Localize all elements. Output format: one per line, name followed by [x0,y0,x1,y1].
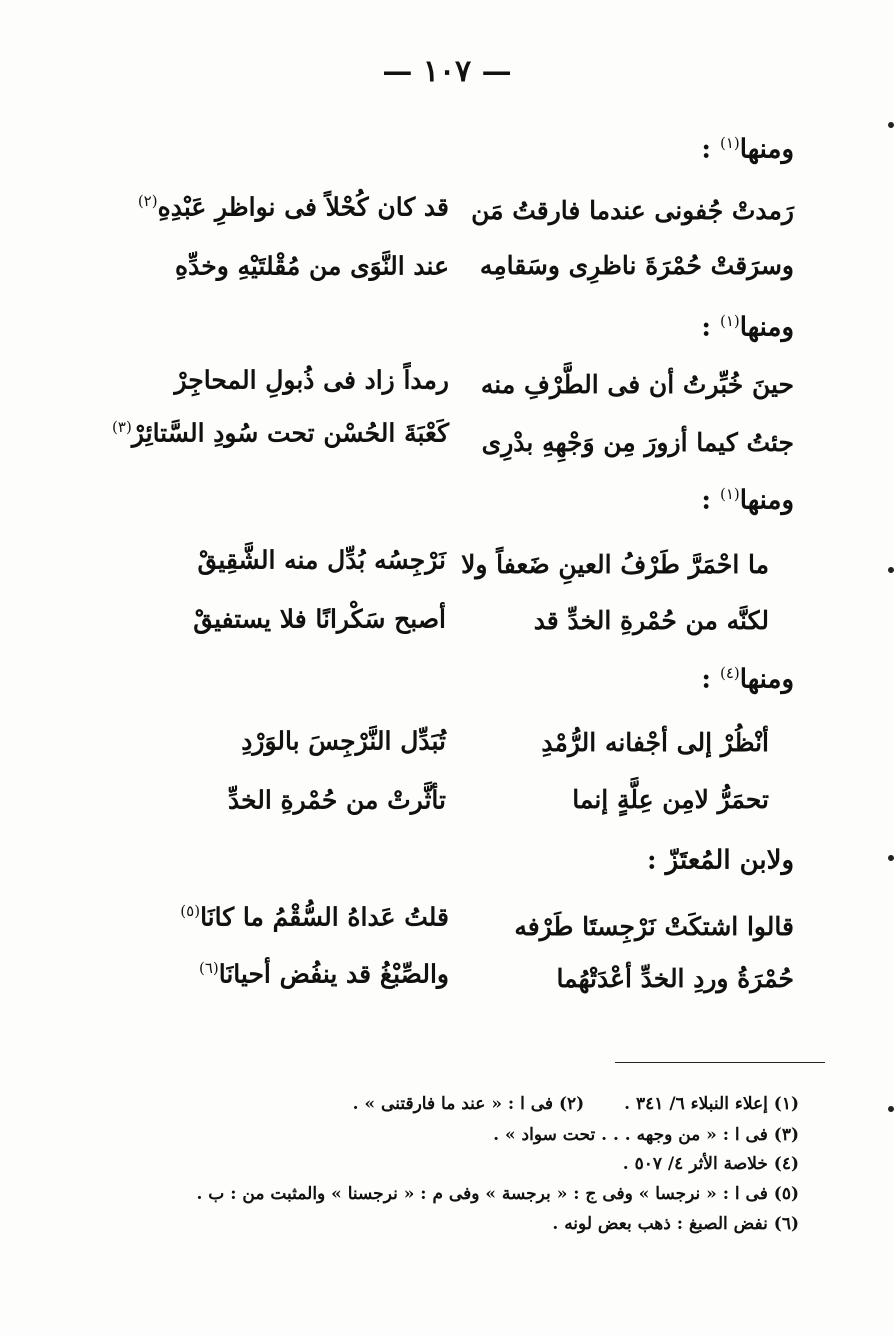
footnote-text: (٤) خلاصة الأثر ٤/ ٥٠٧ . [622,1154,799,1174]
heading-colon: : [646,845,657,876]
heading-text: ولابن المُعتَزّ [665,845,794,876]
verse-second-hemistich [129,959,449,988]
verse-second-hemistich [129,251,449,280]
verse-second-hemistich [129,192,449,221]
hemistich-text: نَرْجِسُه بُدِّل منه الشَّقِيقْ [197,545,446,575]
footnote-line [196,1184,799,1204]
footnote-text: (٦) نفض الصبغ : ذهب بعض لونه . [552,1214,799,1234]
heading-colon: : [701,485,711,516]
page-number: — ١٠٧ — [382,54,512,89]
verse-first-hemistich: أنْظُرْ إلى أجْفانه الرُّمْدِ [541,728,769,757]
footnote-line [493,1125,799,1145]
footnote-line [353,1094,799,1114]
section-heading [701,312,794,343]
scan-mark [888,855,894,861]
footnote-text: (٣) فى ا : « من وجهه . . . تحت سواد » . [493,1125,799,1145]
footnote-line [552,1214,799,1234]
heading-text: ومنها [739,485,794,516]
section-heading [701,134,794,165]
footnote-ref: (٥) [180,902,201,920]
heading-colon: : [701,664,711,695]
hemistich-text: كَعْبَةَ الحُسْن تحت سُودِ السَّتائِرْ [131,418,449,448]
footnote-text: (٢) فى ا : « عند ما فارقتنى » . [352,1094,585,1114]
heading-colon: : [701,312,711,343]
section-heading [701,664,794,695]
hemistich-text: أصبح سَكْرانًا فلا يستفيقْ [193,604,446,634]
verse-second-hemistich [146,726,446,755]
hemistich-text: رمداً زاد فى ذُبولِ المحاجِرْ [174,365,449,395]
footnote-separator [615,1062,825,1063]
footnote-ref: (٦) [198,959,219,977]
verse-first-hemistich: حينَ خُبِّرتُ أن فى الطَّرْفِ منه [480,370,794,399]
hemistich-text: والصِّبْغُ قد ينفُض أحيانَا [218,959,449,989]
scan-mark [888,122,894,128]
hemistich-text: تُبَدِّل النَّرْجِسَ بالوَرْدِ [241,726,446,756]
section-heading [701,485,794,516]
hemistich-text: قلتُ عَداهُ السُّقْمُ ما كانَا [200,902,449,932]
hemistich-text: تأثَّرتْ من حُمْرةِ الخدِّ [227,785,446,815]
verse-first-hemistich: رَمدتْ جُفونى عندما فارقتُ مَن [471,196,794,225]
scan-mark [888,567,894,573]
verse-first-hemistich: حُمْرَةُ وردِ الخدِّ أعْدَتْهُما [556,964,794,993]
section-heading [647,845,794,876]
heading-text: ومنها [739,312,794,343]
verse-first-hemistich: قالوا اشتكَتْ نَرْجِستَا طَرْفه [514,912,794,941]
heading-ref: (١) [719,312,740,330]
footnote-ref: (٣) [112,418,132,436]
verse-second-hemistich [112,418,449,448]
verse-second-hemistich [146,604,446,633]
scan-mark [888,1106,894,1112]
heading-ref: (١) [719,134,740,152]
heading-colon: : [701,134,711,165]
verse-first-hemistich: وسرَقتْ حُمْرَةَ ناظرِى وسَقامِه [479,251,794,280]
heading-ref: (١) [719,485,740,503]
verse-second-hemistich [129,365,449,394]
verse-first-hemistich: ما احْمَرَّ طَرْفُ العينِ ضَعفاً ولا [461,550,769,579]
hemistich-text: قد كان كُحْلاً فى نواظرِ عَبْدِهِ [157,192,449,222]
verse-second-hemistich [146,785,446,814]
heading-ref: (٤) [719,664,740,682]
verse-first-hemistich: تحمَرُّ لامِن عِلَّةٍ إنما [572,785,769,814]
hemistich-text: عند النَّوَى من مُقْلتَيْهِ وخدِّهِ [175,251,449,281]
footnote-ref: (٢) [137,192,158,210]
heading-text: ومنها [739,664,794,695]
footnote-line [623,1154,799,1174]
verse-first-hemistich: جئتُ كيما أزورَ مِن وَجْهِهِ بدْرِى [481,428,794,457]
verse-second-hemistich [129,902,449,931]
footnote-text: (١) إعلاء النبلاء ٦/ ٣٤١ . [624,1094,799,1114]
verse-second-hemistich [146,545,446,574]
footnote-text: (٥) فى ا : « نرجسا » وفى ج : « برجسة » وفى م : « نرجسنا » والمثبت من : ب . [196,1184,799,1204]
verse-first-hemistich: لكنَّه من حُمْرةِ الخدِّ قد [533,606,769,635]
heading-text: ومنها [739,134,794,165]
